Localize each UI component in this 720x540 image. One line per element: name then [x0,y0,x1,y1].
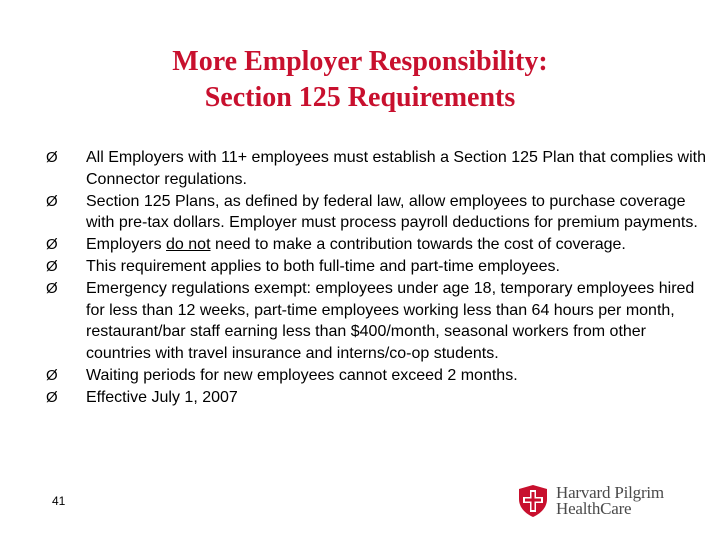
arrow-bullet-icon: Ø [46,366,58,384]
bullet-item [46,234,706,256]
page-number: 41 [52,494,66,508]
arrow-bullet-icon: Ø [46,279,58,297]
bullet-item [46,365,706,387]
arrow-bullet-icon: Ø [46,236,58,254]
arrow-bullet-icon: Ø [46,388,58,406]
bullet-text [86,236,626,253]
bullet-item [46,278,706,365]
harvard-pilgrim-logo [516,481,664,521]
bullet-text-post: need to make a contribution towards the cost of coverage. [210,236,626,254]
logo-line-1: Harvard Pilgrim [556,483,664,502]
logo-wordmark [556,485,664,517]
bullet-item [46,387,706,409]
slide-title [0,44,720,116]
bullet-text-underlined: do not [166,236,211,254]
bullet-item [46,256,706,278]
arrow-bullet-icon: Ø [46,149,58,166]
arrow-bullet-icon: Ø [46,192,58,210]
bullet-text-pre: Employers [86,236,167,254]
bullet-text: Waiting periods for new employees cannot exceed 2 months. [86,366,518,384]
title-line-2: Section 125 Requirements [204,82,516,113]
bullet-text: This requirement applies to both full-time and part-time employees. [86,257,560,275]
bullet-text: Effective July 1, 2007 [86,388,238,406]
bullet-item [46,147,706,191]
bullet-list [46,147,706,409]
logo-line-2: HealthCare [556,499,632,518]
arrow-bullet-icon: Ø [46,257,58,275]
bullet-item [46,191,706,235]
shield-cross-logo-icon [516,484,550,518]
title-line-1: More Employer Responsibility: [172,46,548,77]
bullet-text: All Employers with 11+ employees must establish a Section 125 Plan that complies with Connector regulations. [86,149,707,188]
bullet-text: Emergency regulations exempt: employees under age 18, temporary employees hired for less than 12 weeks, part-time employees working less than 64 hours per month, restaurant/bar staff earning less than $400/month, seasonal workers from other countries with travel insurance and interns/co-op students. [86,279,695,363]
bullet-text: Section 125 Plans, as defined by federal law, allow employees to purchase coverage with pre-tax dollars. Employer must process payroll deductions for premium payments. [86,192,698,232]
